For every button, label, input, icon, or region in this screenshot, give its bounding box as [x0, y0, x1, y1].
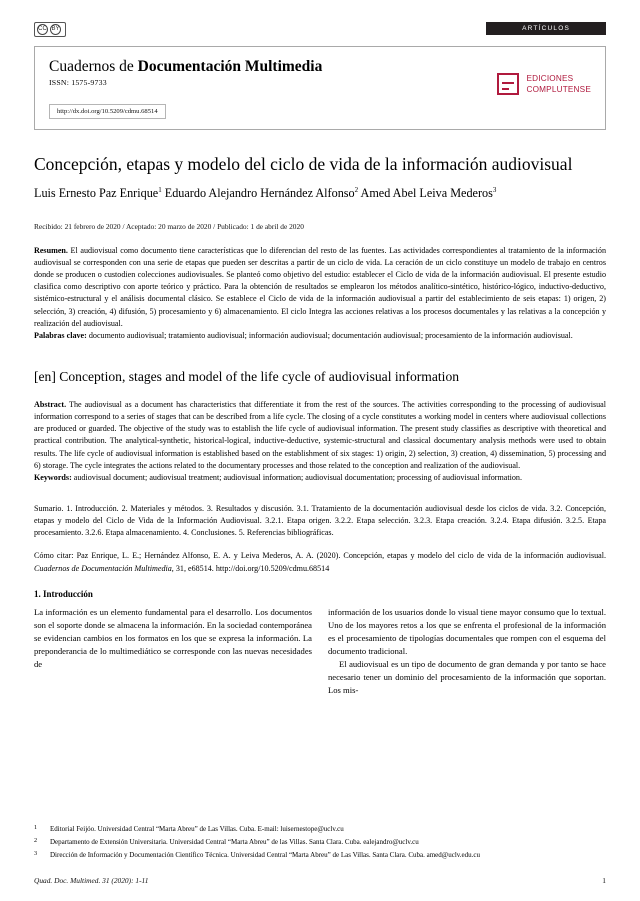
publisher-mark-icon — [497, 73, 519, 95]
paragraph: El audiovisual es un tipo de documento de gran demanda y por tanto se hace necesario tener un dominio del procesamiento de la información que soportan. Los mis- — [328, 658, 606, 696]
column-right — [328, 606, 606, 697]
keywords-spanish — [34, 330, 606, 342]
keywords-spanish-label: Palabras clave: — [34, 330, 87, 340]
page-title: Concepción, etapas y modelo del ciclo de vida de la información audiovisual — [34, 154, 573, 174]
journal-title-prefix: Cuadernos de — [49, 58, 138, 75]
creative-commons-badge — [34, 22, 66, 37]
paragraph: La información es un elemento fundamental para el desarrollo. Los documentos son el soporte donde se almacena la información. En la sociedad contemporánea se evidencian cambios en los formatos en los que se expresa la información. La preponderancia de lo multimediático se corresponde con las nuevas necesidades de — [34, 606, 312, 669]
publisher-line-2: COMPLUTENSE — [526, 85, 591, 95]
page-footer — [34, 876, 606, 885]
section-tag: ARTÍCULOS — [486, 22, 606, 35]
page-number: 1 — [602, 876, 606, 885]
author-list: Luis Ernesto Paz Enrique$^1$ Eduardo Alejandro Hernández Alfonso$^2$ Amed Abel Leiva Mederos$^3$ — [34, 186, 497, 201]
cite-journal: Cuadernos de Documentación Multimedia — [34, 563, 172, 573]
section-heading: 1. Introducción — [34, 588, 93, 599]
publisher-name — [526, 73, 591, 95]
english-title: [en] Conception, stages and model of the life cycle of audiovisual information — [34, 369, 460, 385]
footnote-number: 2 — [34, 837, 38, 845]
publisher-line-1: EDICIONES — [526, 74, 574, 83]
keywords-spanish-body: documento audiovisual; tratamiento audiovisual; información audiovisual; documentación audiovisual; procesamiento de la información audiovisual. — [86, 330, 573, 340]
footnote-text: Editorial Feijóo. Universidad Central “Marta Abreu” de Las Villas. Cuba. E-mail: luisernestope@uclv.cu — [50, 824, 344, 833]
footer-citation: Quad. Doc. Multimed. 31 (2020): 1-11 — [34, 876, 149, 885]
body-columns — [34, 606, 606, 697]
cite-before: Paz Enrique, L. E.; Hernández Alfonso, E. A. y Leiva Mederos, A. A. (2020). Concepción, etapas y modelo del ciclo de vida de la información audiovisual. — [73, 551, 607, 561]
abstract-spanish-text — [34, 245, 606, 330]
footnote-number: 1 — [34, 824, 38, 832]
paragraph: información de los usuarios donde lo visual tiene mayor consumo que lo textual. Uno de los mayores retos a los que se enfrenta el profesional de la información es el procesamiento de tipologías documentales que rompen con el esquema del documento tradicional. — [328, 606, 606, 656]
abstract-spanish — [34, 245, 606, 342]
summary-label: Sumario. — [34, 504, 64, 514]
summary-body: 1. Introducción. 2. Materiales y métodos. 3. Resultados y discusión. 3.1. Tratamiento de la documentación audiovisual desde los ciclos de vida. 3.2. Concepción, etapas y modelo del Ciclo de Vida de la Información Audiovisual. 3.2.1. Etapa origen. 3.2.2. Etapa selección. 3.2.3. Etapa creación. 3.2.4. Etapa difusión. 3.2.5. Etapa procesamiento. 3.2.6. Etapa almacenamiento. 4. Conclusiones. 5. Referencias bibliográficas. — [34, 504, 606, 538]
publisher-logo — [497, 73, 591, 95]
footnote-text: Departamento de Extensión Universitaria. Universidad Central “Marta Abreu” de las Villas. Santa Clara. Cuba. ealejandro@uclv.cu — [50, 837, 419, 846]
footnote-text: Dirección de Información y Documentación Científico Técnica. Universidad Central “Marta Abreu” de Las Villas. Santa Clara. Cuba. amed@uclv.edu.cu — [50, 850, 481, 859]
doi-link[interactable]: http://dx.doi.org/10.5209/cdmu.68514 — [49, 104, 166, 119]
cc-icon: CC — [37, 24, 48, 35]
column-left — [34, 606, 312, 697]
cite-label: Cómo citar: — [34, 551, 74, 561]
keywords-english-body: audiovisual document; audiovisual treatment; audiovisual information; audiovisual documentation; processing of audiovisual information. — [71, 472, 523, 482]
journal-issn: ISSN: 1575-9733 — [49, 78, 107, 88]
footnote — [34, 837, 606, 847]
footnote-number: 3 — [34, 850, 38, 858]
table-of-contents — [34, 503, 606, 539]
abstract-english-text — [34, 399, 606, 472]
top-bar — [34, 22, 606, 40]
abstract-spanish-body: El audiovisual como documento tiene características que lo diferencian del resto de las fuentes. Las actividades correspondientes al tratamiento de la información audiovisual se corresponden con una serie de etapas que pueden ser descritas a partir de un ciclo de vida. La ceración de un ciclo constituye un modelo de trabajo en centros donde se producen o custodien colecciones audiovisuales. Se planteó como objetivo del estudio: establecer el Ciclo de vida de la información audiovisual. El presente estudio clasifica como descriptivo con aporte teórico y práctico. Para la obtención de resultados se emplearon los métodos analítico-sintético, histórico-lógico, inductivo-deductivo, sistémico-estructural y el análisis documental clásico. Se establece el Ciclo de vida de la información audiovisual a partir del establecimiento de seis etapas: 1) origen, 2) selección, 3) creación, 4) difusión, 5) procesamiento y 6) almacenamiento. El ciclo Integra las acciones relativas a los procesos documentales y las relativas a la concepción y realización del audiovisual. — [34, 245, 606, 328]
abstract-english-body: The audiovisual as a document has characteristics that differentiate it from the rest of the sources. The activities corresponding to the processing of audiovisual information correspond to a series of stages that can be described from a life cycle. The closing of a cycle constitutes a working model in centers where audiovisual collections are produced or guarded. The objective of the study was to establish the life cycle of audiovisual information. The present study classifies as descriptive with theoretical and practical contribution. The analytical-synthetic, historical-logical, inductive-deductive, systemic-structural and classical documentary analysis methods were used to obtain results. The life cycle of audiovisual information is established based on the establishment of six stages: 1) origin, 2) selection, 3) creation, 4) dissemination, 5) processing and 6) storage. The cycle integrates the actions related to the documentary processes and those related to the conception and realization of the audiovisual. — [34, 400, 606, 470]
abstract-english-label: Abstract. — [34, 400, 67, 410]
cite-after: , 31, e68514. http://doi.org/10.5209/cdmu.68514 — [171, 563, 330, 573]
footnotes — [34, 824, 606, 863]
abstract-english — [34, 399, 606, 484]
footnote — [34, 824, 606, 834]
keywords-english-label: Keywords: — [34, 472, 72, 482]
journal-title-name: Documentación Multimedia — [137, 58, 323, 75]
cc-by-icon: BY — [50, 24, 61, 35]
keywords-english — [34, 472, 606, 484]
how-to-cite — [34, 550, 606, 574]
masthead — [34, 46, 606, 130]
abstract-spanish-label: Resumen. — [34, 245, 68, 255]
footnote — [34, 850, 606, 860]
publication-dates: Recibido: 21 febrero de 2020 / Aceptado: 20 marzo de 2020 / Publicado: 1 de abril de 2020 — [34, 221, 304, 231]
